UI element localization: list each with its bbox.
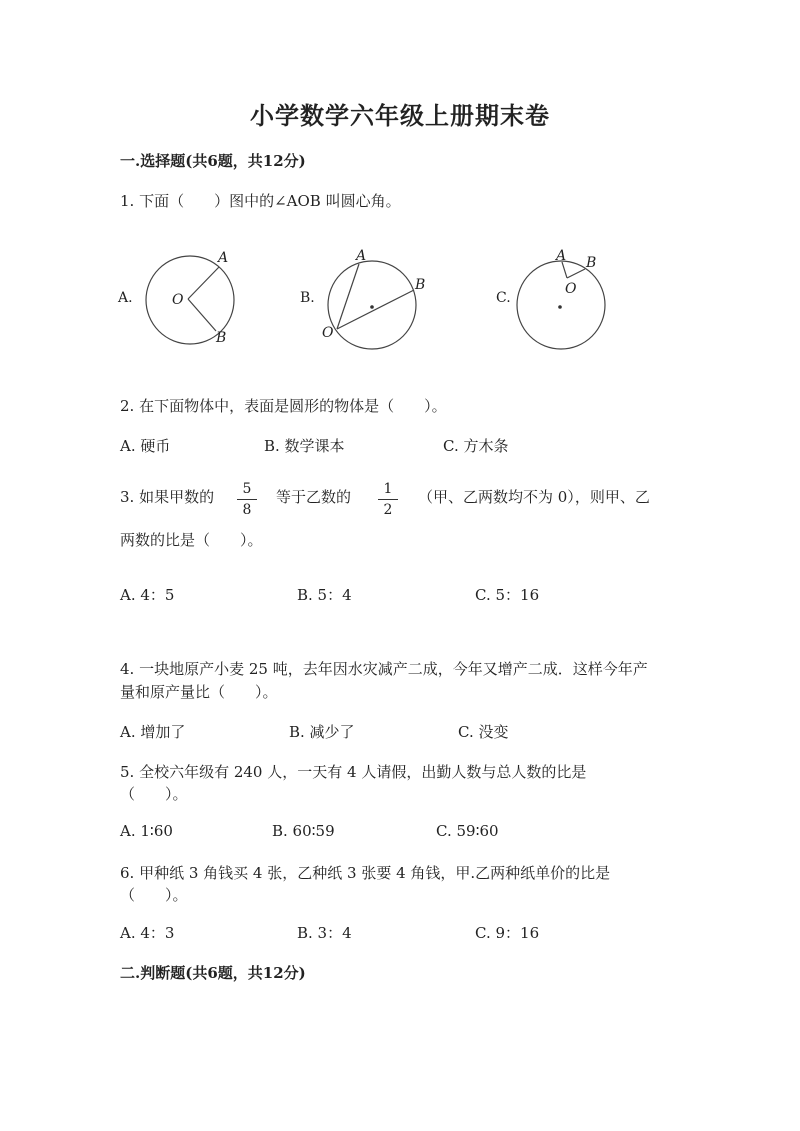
question-6-option-c: C. 9：16 (475, 924, 540, 942)
question-3-text-1: 3. 如果甲数的 (120, 488, 215, 506)
question-3-option-a: A. 4：5 (120, 586, 175, 604)
question-6-option-b: B. 3：4 (297, 924, 352, 942)
page-title: 小学数学六年级上册期末卷 (250, 101, 550, 130)
figure-a-label: A. (118, 290, 133, 306)
question-6-line-1: 6. 甲种纸 3 角钱买 4 张，乙种纸 3 张要 4 角钱，甲.乙两种纸单价的比是 (120, 864, 611, 882)
question-1-stem: 1. 下面（ ）图中的∠AOB 叫圆心角。 (120, 192, 401, 210)
figure-b-point-b: B (415, 277, 426, 293)
fraction-2-denominator: 2 (383, 502, 393, 518)
question-6-line-2: （ ）。 (120, 886, 188, 904)
question-3-text-3: （甲、乙两数均不为 0），则甲、乙 (418, 488, 650, 506)
figure-c-circle (517, 261, 605, 349)
question-3-line-2: 两数的比是（ ）。 (120, 531, 263, 549)
fraction-1-numerator: 5 (242, 481, 252, 497)
figure-c-point-o: O (565, 281, 577, 297)
question-5-option-b: B. 60∶59 (272, 822, 335, 840)
figure-a-point-o: O (172, 292, 184, 308)
question-2-stem: 2. 在下面物体中，表面是圆形的物体是（ ）。 (120, 397, 447, 415)
section-heading-judgement: 二.判断题(共6题，共12分) (120, 964, 306, 982)
fraction-1-bar (237, 499, 257, 500)
question-3-option-b: B. 5：4 (297, 586, 352, 604)
question-3-option-c: C. 5：16 (475, 586, 540, 604)
question-5-option-c: C. 59∶60 (436, 822, 499, 840)
figure-b-point-o: O (322, 325, 334, 341)
figure-a-point-b: B (216, 330, 227, 346)
figure-c-point-a: A (556, 248, 567, 264)
fraction-one-half (378, 481, 398, 518)
figure-c (496, 248, 605, 349)
question-6-option-a: A. 4：3 (120, 924, 175, 942)
figure-b-circle (328, 261, 416, 349)
question-2-option-b: B. 数学课本 (264, 437, 345, 455)
question-2-option-c: C. 方木条 (443, 437, 509, 455)
question-1-figures (110, 245, 630, 360)
figure-b (300, 248, 425, 349)
question-3-text-2: 等于乙数的 (276, 488, 352, 506)
question-5-option-a: A. 1∶60 (120, 822, 173, 840)
section-heading-choice: 一.选择题(共6题，共12分) (120, 152, 306, 170)
figure-a (117, 250, 234, 346)
figure-a-radius-ob (188, 299, 216, 331)
question-5-line-1: 5. 全校六年级有 240 人，一天有 4 人请假，出勤人数与总人数的比是 (120, 763, 587, 781)
question-5-line-2: （ ）。 (120, 785, 188, 803)
fraction-1-denominator: 8 (242, 502, 252, 518)
figure-a-point-a: A (218, 250, 229, 266)
figure-b-label: B. (300, 290, 315, 306)
fraction-2-bar (378, 499, 398, 500)
figure-c-center-dot (558, 305, 562, 309)
question-4-option-b: B. 减少了 (289, 723, 355, 741)
figure-c-segment-b (567, 269, 585, 278)
fraction-2-numerator: 1 (383, 481, 393, 497)
question-4-option-a: A. 增加了 (120, 723, 186, 741)
figure-a-radius-oa (188, 267, 219, 299)
figure-c-label: C. (496, 290, 511, 306)
question-4-line-2: 量和原产量比（ ）。 (120, 683, 278, 701)
question-4-line-1: 4. 一块地原产小麦 25 吨，去年因水灾减产二成，今年又增产二成．这样今年产 (120, 660, 648, 678)
figure-b-center-dot (370, 305, 374, 309)
figure-b-point-a: A (356, 248, 367, 264)
figure-c-point-b: B (586, 255, 597, 271)
fraction-five-eighths (237, 481, 257, 518)
question-2-option-a: A. 硬币 (120, 437, 171, 455)
figure-c-segment-a (562, 262, 567, 278)
question-4-option-c: C. 没变 (458, 723, 509, 741)
